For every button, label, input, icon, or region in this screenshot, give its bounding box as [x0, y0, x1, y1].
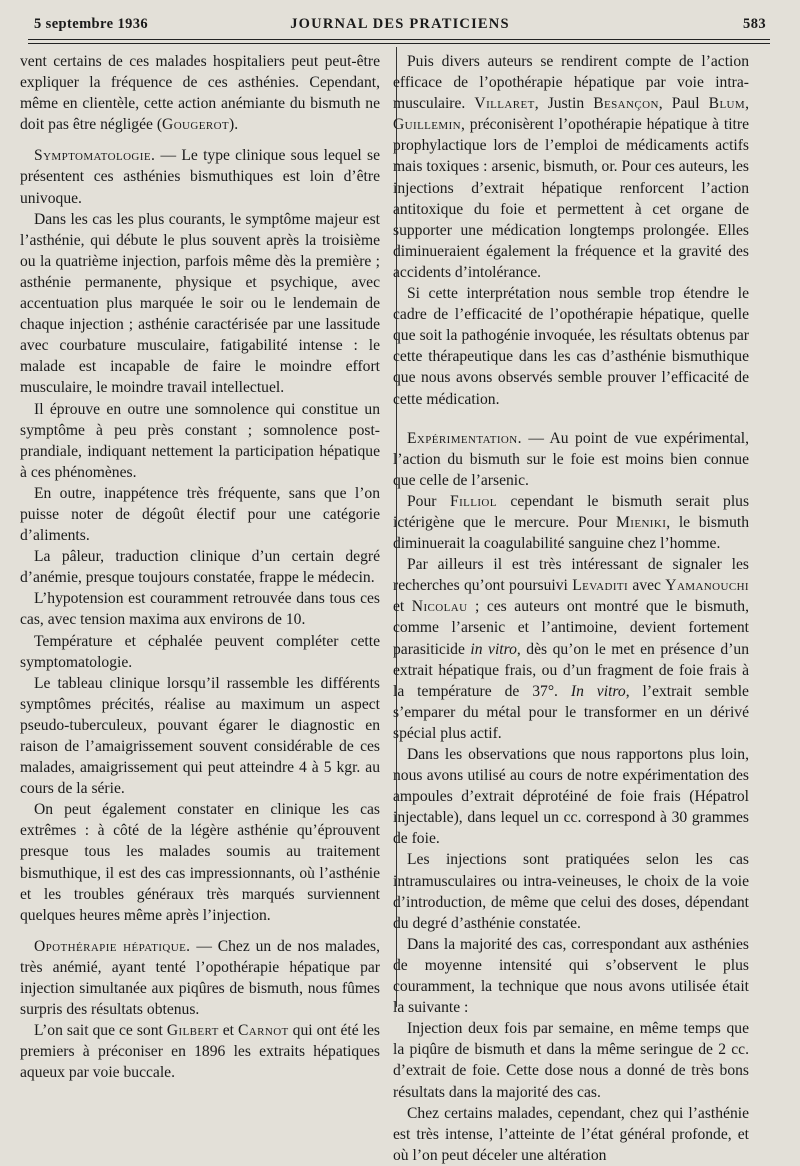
paragraph: Le tableau clinique lorsqu’il rassemble les différents symptômes précités, réalise au maximum un aspect pseudo-tuberculeux, pouvant égarer le diagnostic en raison de l’amaigrissement souvent considérable de ces malades, amaigrissement qui peut atteindre 4 à 5 kgr. au cours de la série. — [20, 674, 380, 798]
section-heading: Symptomatologie. — [34, 147, 156, 165]
left-column — [20, 51, 380, 1084]
paragraph: Puis divers auteurs se rendirent compte de l’action efficace de l’opothérapie hépatique par voie intra-musculaire. Villaret, Justin Besançon, Paul Blum, Guillemin, préconisèrent l’opothérapie hépatique à titre prophylactique lors de l’emploi de médicaments actifs mais toxiques : arsenic, bismuth, or. Pour ces auteurs, les injections d’extrait hépatique renforcent l’action antitoxique du foie et permettent à cet organe de supporter une médication longtemps prolongée. Elles diminueraient également la fréquence et la gravité des accidents d’intolérance. — [393, 53, 749, 281]
paragraph: En outre, inappétence très fréquente, sans que l’on puisse noter de dégoût électif pour une catégorie d’aliments. — [20, 484, 380, 545]
paragraph: La pâleur, traduction clinique d’un certain degré d’anémie, presque toujours constatée, frappe le médecin. — [20, 548, 380, 587]
author-name: Gilbert — [166, 1022, 219, 1040]
header-journal-title: JOURNAL DES PRATICIENS — [290, 16, 510, 32]
author-name: Filliol — [450, 492, 497, 510]
section-heading: Expérimentation. — [407, 429, 522, 447]
running-header — [34, 16, 766, 38]
right-column — [393, 51, 749, 1166]
paragraph: L’on sait que ce sont Gilbert et Carnot qui ont été les premiers à préconiser en 1896 les extraits hépatiques aqueux par voie buccale. — [20, 1022, 380, 1082]
paragraph: Pour Filliol cependant le bismuth serait plus ictérigène que le mercure. Pour Mieniki, le bismuth diminuerait la coagulabilité sanguine chez l’homme. — [393, 492, 750, 553]
paragraph: Il éprouve en outre une somnolence qui constitue un symptôme à peu près constant ; somnolence post-prandiale, indiquant nettement la participation hépatique à ces phénomènes. — [20, 400, 380, 481]
paragraph: Les injections sont pratiquées selon les cas intramusculaires ou intra-veineuses, le choix de la voie d’introduction, de même que celui des doses, dépendant du degré d’asthénie constatée. — [393, 851, 749, 932]
header-rule-bottom — [28, 43, 770, 44]
latin-term: in vitro — [470, 640, 517, 658]
author-name: Nicolau — [411, 598, 468, 616]
header-date: 5 septembre 1936 — [34, 16, 149, 32]
author-name: Blum — [708, 95, 746, 113]
author-name: Levaditi — [572, 577, 629, 595]
author-name: Mieniki — [616, 513, 667, 531]
citation-name: Gougerot — [162, 116, 230, 134]
paragraph: Chez certains malades, cependant, chez qui l’asthénie est très intense, l’atteinte de l’état général profonde, et où l’on peut déceler une altération — [393, 1104, 749, 1164]
author-name: Guillemin — [393, 116, 462, 134]
header-rule-top — [28, 39, 770, 40]
section-heading: Opothérapie hépatique. — [34, 937, 191, 955]
paragraph: L’hypotension est couramment retrouvée dans tous ces cas, avec tension maxima aux environs de 10. — [20, 590, 380, 629]
section-opotherapie: Opothérapie hépatique. — Chez un de nos malades, très anémié, ayant tenté l’opothérapie hépatique par injection simultanée aux piqûres de bismuth, nous fûmes surpris des résultats obtenus. — [20, 937, 380, 1019]
header-page-number: 583 — [743, 16, 766, 32]
author-name: Yamanouchi — [665, 577, 749, 595]
paragraph: Si cette interprétation nous semble trop étendre le cadre de l’efficacité de l’opothérapie hépatique, quelle que soit la pathogénie invoquée, les résultats obtenus par cette thérapeutique dans les cas d’asthénie bismuthique que nous avons observés semble prouver l’efficacité de cette médication. — [393, 285, 749, 408]
paragraph: Dans les cas les plus courants, le symptôme majeur est l’asthénie, qui débute le plus souvent après la troisième ou la quatrième injection, parfois même dès la première ; asthénie permanente, physique et psychique, avec accentuation plus marquée le soir ou le lendemain de chaque injection ; asthénie caractérisée par une lassitude avec courbature musculaire, fatigabilité intense : le malade est incapable de faire le moindre effort musculaire, le moindre travail intellectuel. — [20, 210, 380, 397]
paragraph: Température et céphalée peuvent compléter cette symptomatologie. — [20, 632, 380, 671]
author-name: Besançon — [593, 95, 659, 113]
paragraph: Injection deux fois par semaine, en même temps que la piqûre de bismuth et dans la même seringue de 2 cc. d’extrait de foie. Cette dose nous a donné de très bons résultats dans la majorité des cas. — [393, 1020, 749, 1101]
latin-term: In vitro — [570, 682, 626, 700]
paragraph: On peut également constater en clinique les cas extrêmes : à côté de la légère asthénie qu’éprouvent presque tous les malades soumis au traitement bismuthique, il est des cas impressionnants, où l’asthénie et les troubles généraux très marqués surviennent quelques heures même après l’injection. — [20, 801, 380, 924]
paragraph: Dans la majorité des cas, correspondant aux asthénies de moyenne intensité qui s’observent le plus couramment, la technique que nous avons utilisée était la suivante : — [393, 935, 749, 1017]
author-name: Villaret — [474, 95, 535, 113]
paragraph: Par ailleurs il est très intéressant de signaler les recherches qu’ont poursuivi Levaditi avec Yamanouchi et Nicolau ; ces auteurs ont montré que le bismuth, comme l’arsenic et l’antimoine, devient fortement parasiticide in vitro, dès qu’on le met en présence d’un extrait hépatique frais, ou d’un fragment de foie frais à la température de 37°. In vitro, l’extrait semble s’emparer du métal pour le transformer en un dérivé spécial plus actif. — [393, 556, 749, 742]
section-experimentation: Expérimentation. — Au point de vue expérimental, l’action du bismuth sur le foie est moins bien connue que celle de l’arsenic. — [393, 429, 749, 489]
paragraph: vent certains de ces malades hospitaliers peut peut-être expliquer la fréquence de ces asthénies. Cependant, même en clientèle, cette action anémiante du bismuth ne doit pas être négligée (Gougerot). — [20, 53, 380, 134]
paragraph: Dans les observations que nous rapportons plus loin, nous avons utilisé au cours de notre expérimentation des ampoules d’extrait déprotéiné de foie frais (Hépatrol injectable), dans lequel un cc. correspond à 30 grammes de foie. — [393, 746, 749, 848]
section-symptomatologie: Symptomatologie. — Le type clinique sous lequel se présentent ces asthénies bismuthiques est loin d’être univoque. — [20, 147, 380, 207]
author-name: Carnot — [237, 1022, 289, 1040]
